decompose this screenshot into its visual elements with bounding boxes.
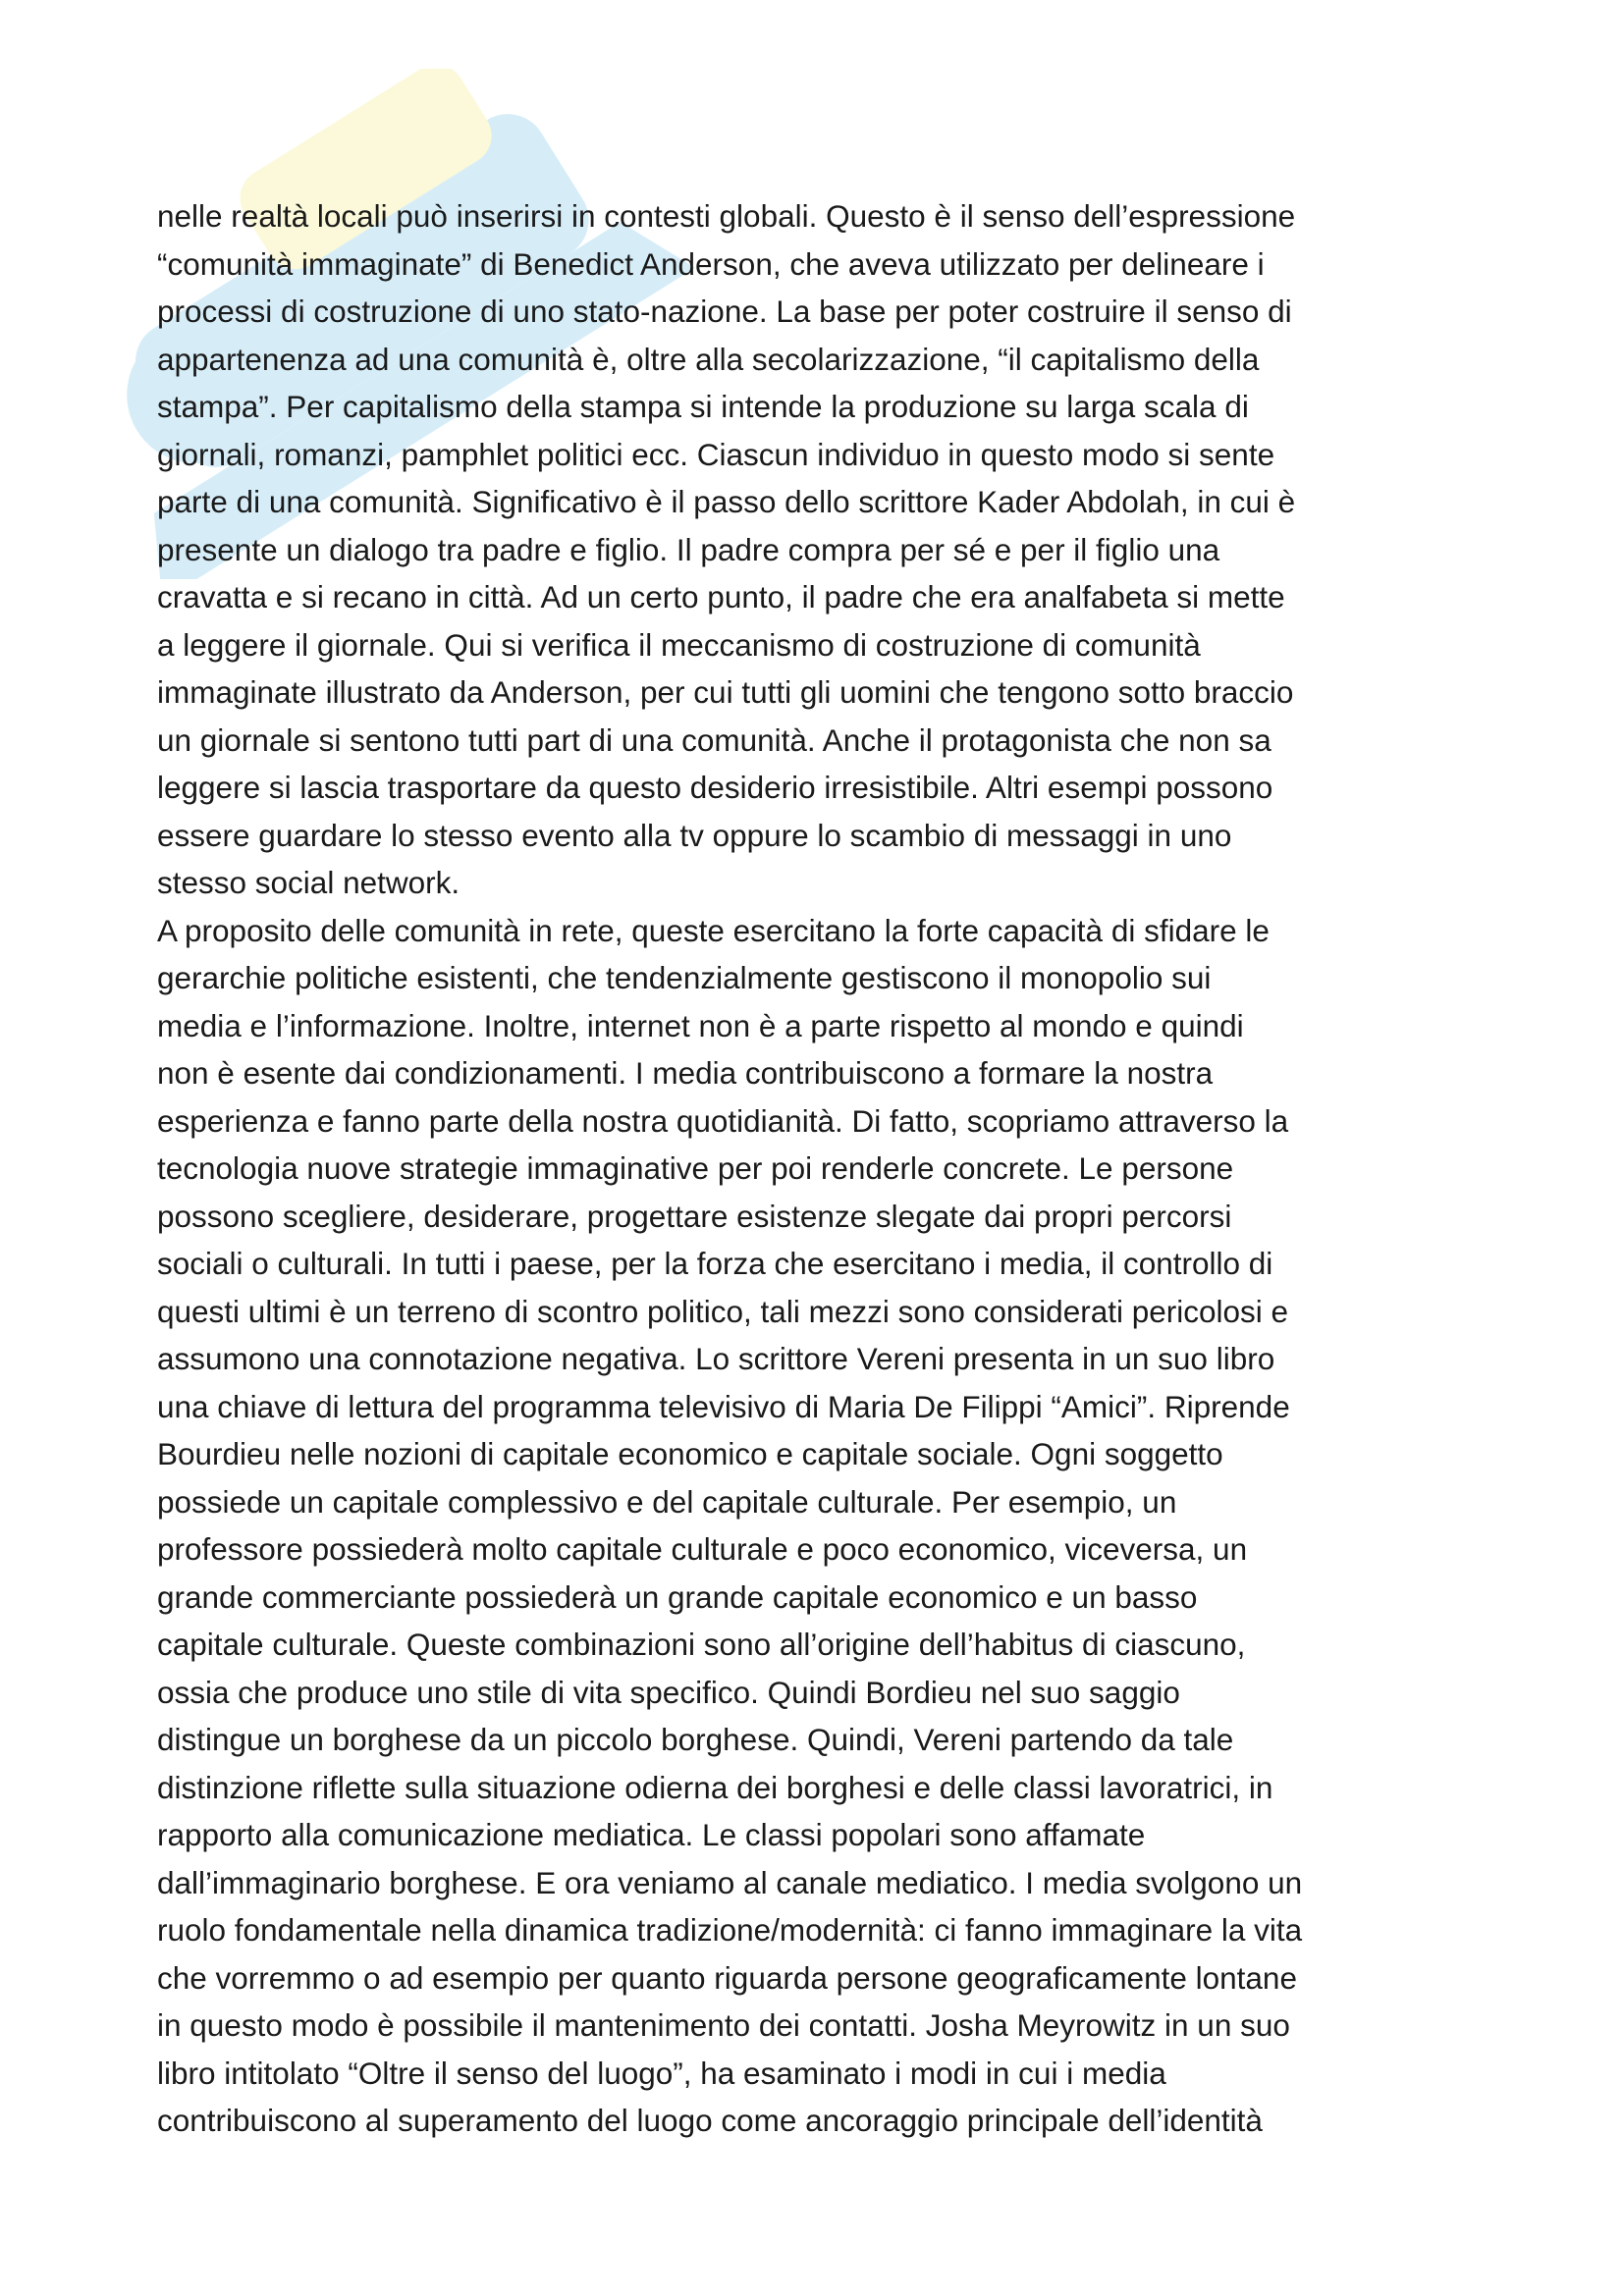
text-line: leggere si lascia trasportare da questo desiderio irresistibile. Altri esempi possono xyxy=(157,770,1273,805)
text-line: contribuiscono al superamento del luogo come ancoraggio principale dell’identità xyxy=(157,2103,1263,2138)
text-line: libro intitolato “Oltre il senso del luogo”, ha esaminato i modi in cui i media xyxy=(157,2055,1166,2091)
text-line: distinzione riflette sulla situazione odierna dei borghesi e delle classi lavoratrici, in xyxy=(157,1769,1273,1805)
text-line: giornali, romanzi, pamphlet politici ecc. Ciascun individuo in questo modo si sente xyxy=(157,436,1275,472)
text-line: presente un dialogo tra padre e figlio. Il padre compra per sé e per il figlio una xyxy=(157,531,1220,567)
text-line: media e l’informazione. Inoltre, internet non è a parte rispetto al mondo e quindi xyxy=(157,1007,1244,1043)
text-line: sociali o culturali. In tutti i paese, per la forza che esercitano i media, il controllo di xyxy=(157,1246,1273,1281)
text-line: a leggere il giornale. Qui si verifica il meccanismo di costruzione di comunità xyxy=(157,626,1201,663)
text-line: ruolo fondamentale nella dinamica tradizione/modernità: ci fanno immaginare la vita xyxy=(157,1912,1303,1948)
text-line: una chiave di lettura del programma televisivo di Maria De Filippi “Amici”. Riprende xyxy=(157,1388,1290,1424)
text-line: possono scegliere, desiderare, progettare esistenze slegate dai propri percorsi xyxy=(157,1198,1232,1234)
text-line: in questo modo è possibile il mantenimento dei contatti. Josha Meyrowitz in un suo xyxy=(157,2007,1290,2043)
text-line: dall’immaginario borghese. E ora veniamo al canale mediatico. I media svolgono un xyxy=(157,1864,1303,1900)
text-line: professore possiederà molto capitale culturale e poco economico, viceversa, un xyxy=(157,1531,1248,1567)
text-line: appartenenza ad una comunità è, oltre alla secolarizzazione, “il capitalismo della xyxy=(157,341,1260,377)
text-line: nelle realtà locali può inserirsi in contesti globali. Questo è il senso dell’espressione xyxy=(157,198,1296,234)
text-line: parte di una comunità. Significativo è il passo dello scrittore Kader Abdolah, in cui è xyxy=(157,484,1296,519)
text-line: grande commerciante possiederà un grande capitale economico e un basso xyxy=(157,1578,1198,1615)
text-line: rapporto alla comunicazione mediatica. Le classi popolari sono affamate xyxy=(157,1817,1146,1852)
text-line: Bourdieu nelle nozioni di capitale economico e capitale sociale. Ogni soggetto xyxy=(157,1436,1223,1471)
text-line: questi ultimi è un terreno di scontro politico, tali mezzi sono considerati pericolosi e xyxy=(157,1293,1289,1329)
text-line: tecnologia nuove strategie immaginative per poi renderle concrete. Le persone xyxy=(157,1150,1234,1186)
text-line: essere guardare lo stesso evento alla tv oppure lo scambio di messaggi in uno xyxy=(157,817,1232,853)
text-line: stesso social network. xyxy=(157,865,460,900)
document-body xyxy=(157,192,1483,2145)
text-line: gerarchie politiche esistenti, che tendenzialmente gestiscono il monopolio sui xyxy=(157,960,1212,995)
text-line: capitale culturale. Queste combinazioni sono all’origine dell’habitus di ciascuno, xyxy=(157,1627,1246,1662)
text-line: che vorremmo o ad esempio per quanto riguarda persone geograficamente lontane xyxy=(157,1959,1297,1996)
text-line: processi di costruzione di uno stato-nazione. La base per poter costruire il senso di xyxy=(157,294,1292,329)
text-line: immaginate illustrato da Anderson, per cui tutti gli uomini che tengono sotto braccio xyxy=(157,674,1294,710)
text-line: “comunità immaginate” di Benedict Anderson, che aveva utilizzato per delineare i xyxy=(157,245,1265,282)
text-line: esperienza e fanno parte della nostra quotidianità. Di fatto, scopriamo attraverso la xyxy=(157,1102,1289,1139)
text-line: possiede un capitale complessivo e del capitale culturale. Per esempio, un xyxy=(157,1483,1177,1520)
text-line: A proposito delle comunità in rete, queste esercitano la forte capacità di sfidare le xyxy=(157,912,1270,948)
text-line: stampa”. Per capitalismo della stampa si intende la produzione su larga scala di xyxy=(157,389,1249,424)
text-line: assumono una connotazione negativa. Lo scrittore Vereni presenta in un suo libro xyxy=(157,1341,1275,1376)
text-line: cravatta e si recano in città. Ad un certo punto, il padre che era analfabeta si mette xyxy=(157,579,1285,614)
text-line: distingue un borghese da un piccolo borghese. Quindi, Vereni partendo da tale xyxy=(157,1722,1234,1757)
text-line: ossia che produce uno stile di vita specifico. Quindi Bordieu nel suo saggio xyxy=(157,1674,1180,1710)
text-line: non è esente dai condizionamenti. I media contribuiscono a formare la nostra xyxy=(157,1055,1214,1091)
text-line: un giornale si sentono tutti part di una comunità. Anche il protagonista che non sa xyxy=(157,721,1271,758)
